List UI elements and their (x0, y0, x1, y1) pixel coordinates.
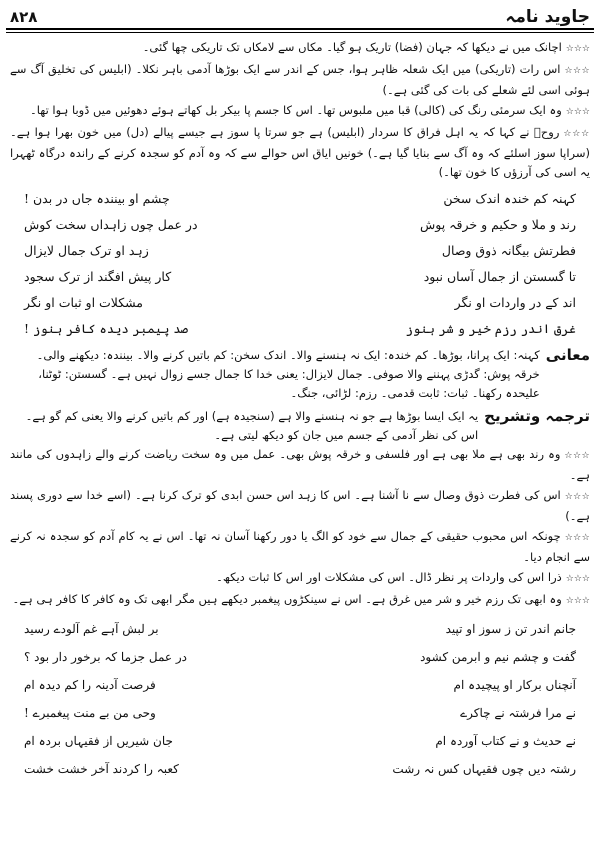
paragraph: ☆☆☆وہ ایک سرمئی رنگ کی (کالی) قبا میں ملبوس تھا۔ اس کا جسم پا بیکر بل کھاتے ہوئے دھوئیں میں ڈوبا ہوا تھا۔ (30, 103, 590, 117)
verse-row: فطرتش بیگانہ ذوق وصال زہد او ترک جمال لایزال (24, 243, 576, 258)
verse-row: کہنہ کم خندہ اندک سخن چشم او بینندہ جاں در بدن ! (24, 191, 576, 206)
maani-section (10, 346, 590, 403)
verse-row: جانم اندر تن ز سوز او تپید بر لبش آہے غم آلودے رسید (24, 622, 576, 636)
star-bullet-icon: ☆☆☆ (565, 107, 590, 117)
maani-text: کہنہ: ایک پرانا، بوڑھا۔ کم خندہ: ایک نہ ہنسنے والا۔ اندک سخن: کم باتیں کرنے والا۔ بینندہ: دیکھنے والی۔ خرقہ پوش: گدڑی پہننے والا صوفی۔ جمال لایزال: یعنی خدا کا جمال جسے زوال نہیں ہے۔ گسستن: ٹوٹنا، علیحدہ رکھنا۔ ثبات: ثابت قدمی۔ رزم: لڑائی، جنگ۔ (36, 348, 540, 400)
verse-row: غرق اندر رزم خیر و شر ہنوز صد پیمبر دیدہ کافر ہنوز ! (24, 321, 576, 336)
paragraph: ☆☆☆چونکہ اس محبوب حقیقی کے جمال سے خود کو الگ یا دور رکھنا آسان نہ تھا۔ اس نے یہ کام آدم کو سجدہ نہ کرنے سے انجام دیا۔ (10, 529, 590, 564)
verse-row: گفت و چشم نیم و ابرمن کشود در عمل جزما کہ برخور دار بود ؟ (24, 650, 576, 664)
verse-row: تا گسستن از جمال آساں نبود کار پیش افگند از ترک سجود (24, 269, 576, 284)
header-rule-thin (6, 32, 594, 33)
star-bullet-icon: ☆☆☆ (564, 492, 590, 502)
tarjuma-section (10, 407, 590, 445)
verse-block (24, 186, 576, 342)
page-number: ۸۲۸ (10, 8, 38, 26)
paragraph: ☆☆☆وہ ابھی تک رزم خیر و شر میں غرق ہے۔ اس نے سینکڑوں پیغمبر دیکھے ہیں مگر ابھی تک وہ کافر کا کافر ہی ہے۔ (12, 592, 590, 606)
tarjuma-heading: ترجمہ وتشریح (484, 407, 590, 425)
paragraph: ☆☆☆روحؔ نے کہا کہ یہ اہل فراق کا سردار (ابلیس) ہے جو سرتا پا سوز ہے جیسے پیالے (دل) میں خون بھرا ہوا ہے۔ (سراپا سوز اسلئے کہ وہ آگ سے بنایا گیا ہے۔) خونیں ایاق اس حوالے سے کہ وہ آدم کو سجدہ کرنے کے راندہ درگاہ ٹھہرا یہ اسی کی آرزؤں کا خون تھا۔) (10, 125, 590, 179)
verse-row: نے حدیث و نے کتاب آوردہ ام جان شیریں از فقیہاں بردہ ام (24, 734, 576, 748)
paragraph: ☆☆☆اچانک میں نے دیکھا کہ جہان (فضا) تاریک ہو گیا۔ مکاں سے لامکاں تک تاریکی چھا گئی۔ (142, 40, 590, 54)
paragraph: ☆☆☆اس کی فطرت ذوق وصال سے نا آشنا ہے۔ اس کا زہد اس حسن ابدی کو ترک کرنا ہے۔ (اسے خدا سے دوری پسند ہے۔) (10, 488, 590, 523)
maani-heading: معانی (545, 346, 590, 364)
verse-row: رشتہ دیں چوں فقیہاں کس نہ رشت کعبہ را کردند آخر خشت خشت (24, 762, 576, 776)
paragraph: ☆☆☆وہ رند بھی ہے ملا بھی ہے اور فلسفی و خرقہ پوش بھی۔ عمل میں وہ سخت ریاضت کرنے والے زاہدوں کی مانند ہے۔ (10, 447, 590, 482)
star-bullet-icon: ☆☆☆ (564, 66, 590, 76)
star-bullet-icon: ☆☆☆ (564, 451, 590, 461)
verse-row: رند و ملا و حکیم و خرقہ پوش در عمل چوں زاہداں سخت کوش (24, 217, 576, 232)
verse-row: اند کے در واردات او نگر مشکلات او ثبات او نگر (24, 295, 576, 310)
verse-block (24, 615, 576, 783)
verse-row: نے مرا فرشتہ نے چاکرے وحی من بے منت پیغمبرے ! (24, 706, 576, 720)
paragraph: ☆☆☆اس رات (تاریکی) میں ایک شعلہ ظاہر ہوا، جس کے اندر سے ایک بوڑھا آدمی باہر نکلا۔ (ابلیس کی تخلیق آگ سے ہوئی اسی لئے شعلے کی بات کی گئی ہے۔) (10, 62, 590, 97)
star-bullet-icon: ☆☆☆ (565, 44, 590, 54)
page-content (10, 38, 590, 787)
header-rule (6, 28, 594, 30)
paragraph: ☆☆☆ذرا اس کی واردات پر نظر ڈال۔ اس کی مشکلات اور اس کا ثبات دیکھ۔ (216, 570, 590, 584)
star-bullet-icon: ☆☆☆ (565, 596, 590, 606)
verse-row: آنچناں برکار او پیچیدہ ام فرصت آدینہ را کم دیدہ ام (24, 678, 576, 692)
tarjuma-text: یہ ایک ایسا بوڑھا ہے جو نہ ہنسنے والا ہے (سنجیدہ ہے) اور کم باتیں کرنے والا یعنی کم گو ہے۔ اس کی نظر آدمی کے جسم میں جان کو دیکھ لیتی ہے۔ (25, 409, 479, 442)
page-header (6, 6, 594, 30)
star-bullet-icon: ☆☆☆ (565, 574, 590, 584)
star-bullet-icon: ☆☆☆ (563, 129, 590, 139)
star-bullet-icon: ☆☆☆ (564, 533, 590, 543)
running-title: جاوید نامہ (505, 7, 590, 27)
